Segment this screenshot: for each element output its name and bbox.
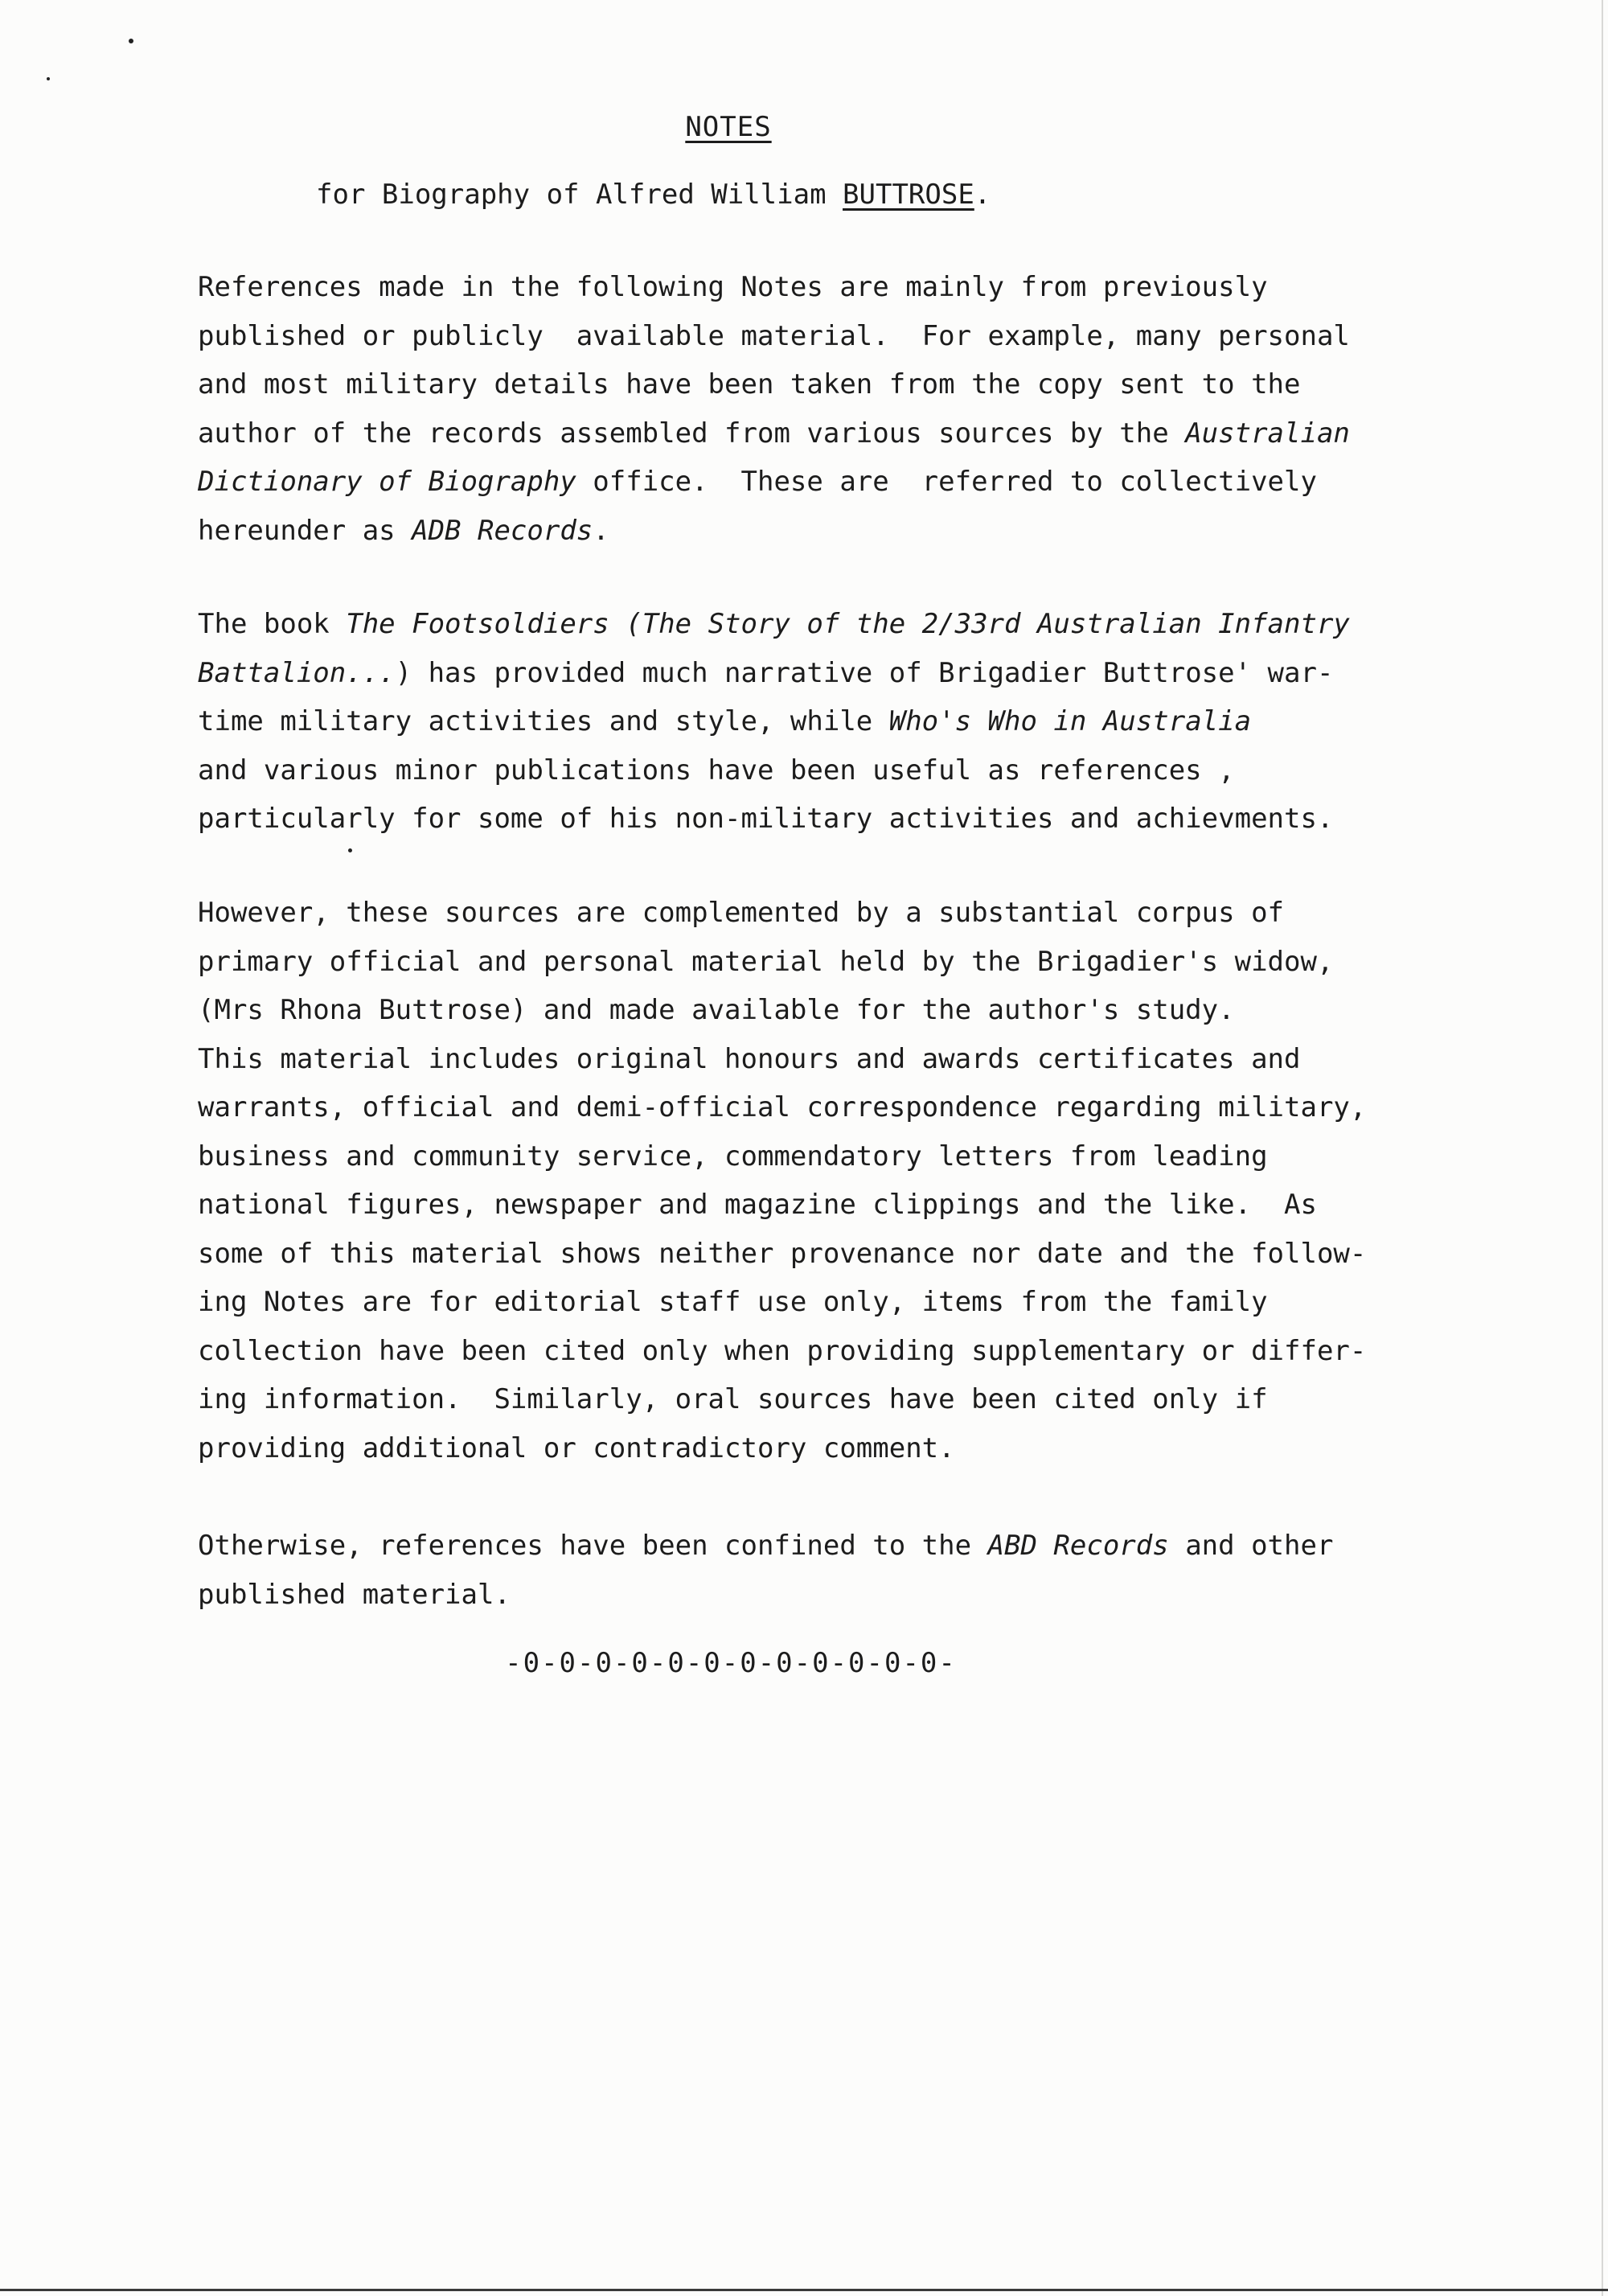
text-run: office. These are referred to collectively: [576, 466, 1317, 498]
text-run: .: [593, 514, 609, 547]
text-run: This material includes original honours and awards certificates and: [198, 1042, 1301, 1075]
text-run: business and community service, commendatory letters from leading: [198, 1140, 1268, 1173]
text-line: [198, 1278, 1366, 1327]
text-line: [198, 1424, 1366, 1473]
text-run: published or publicly available material. For example, many personal: [198, 319, 1350, 352]
text-run: some of this material shows neither provenance nor date and the follow-: [198, 1237, 1367, 1270]
subheading-prefix: for Biography of Alfred William: [316, 179, 843, 211]
text-line: [198, 600, 1350, 649]
text-run: hereunder as: [198, 514, 412, 547]
text-line: [198, 1571, 1333, 1620]
text-run: ing Notes are for editorial staff use only, items from the family: [198, 1286, 1268, 1318]
italic-run: Australian: [1185, 417, 1350, 450]
italic-run: Dictionary of Biography: [198, 466, 576, 498]
text-line: [198, 1522, 1333, 1571]
notes-heading: NOTES: [685, 111, 772, 143]
end-divider: -0-0-0-0-0-0-0-0-0-0-0-0-: [505, 1647, 957, 1679]
text-line: [198, 795, 1350, 844]
text-run: ing information. Similarly, oral sources have been cited only if: [198, 1383, 1268, 1415]
text-line: [198, 1035, 1366, 1084]
italic-run: Who's Who in Australia: [888, 705, 1252, 737]
text-line: [198, 986, 1366, 1035]
scan-speck: [129, 39, 133, 43]
text-line: [198, 409, 1350, 458]
text-line: [198, 360, 1350, 409]
text-run: time military activities and style, while: [198, 705, 889, 737]
text-run: providing additional or contradictory comment.: [198, 1431, 955, 1464]
text-run: national figures, newspaper and magazine clippings and the like. As: [198, 1189, 1317, 1221]
text-run: and various minor publications have been useful as references ,: [198, 754, 1235, 787]
text-line: [198, 507, 1350, 556]
text-run: warrants, official and demi-official correspondence regarding military,: [198, 1091, 1367, 1123]
text-run: The book: [198, 608, 347, 640]
text-line: [198, 458, 1350, 507]
text-run: References made in the following Notes are mainly from previously: [198, 271, 1268, 303]
scan-speck: [348, 848, 352, 852]
text-run: collection have been cited only when providing supplementary or differ-: [198, 1334, 1367, 1367]
text-run: published material.: [198, 1578, 511, 1611]
italic-run: ADB Records: [412, 514, 593, 547]
text-line: [198, 1132, 1366, 1181]
page-edge-bottom: [0, 2289, 1608, 2291]
paragraph-otherwise: [198, 1522, 1333, 1619]
italic-run: Battalion...: [198, 656, 396, 689]
text-line: [198, 1083, 1366, 1132]
text-run: particularly for some of his non-military activities and achievments.: [198, 803, 1334, 835]
subject-surname: BUTTROSE: [843, 179, 974, 211]
text-run: Otherwise, references have been confined to the: [198, 1530, 988, 1562]
text-run: author of the records assembled from various sources by the: [198, 417, 1186, 450]
text-line: [198, 649, 1350, 698]
text-run: ) has provided much narrative of Brigadier Buttrose' war-: [395, 656, 1334, 689]
text-line: [198, 1181, 1366, 1230]
biography-subheading: [316, 179, 991, 211]
text-line: [198, 697, 1350, 746]
paragraph-footsoldiers: [198, 600, 1350, 844]
text-run: (Mrs Rhona Buttrose) and made available for the author's study.: [198, 994, 1235, 1026]
text-line: [198, 938, 1366, 987]
text-line: [198, 1327, 1366, 1376]
italic-run: ABD Records: [987, 1530, 1169, 1562]
paragraph-primary-material: [198, 889, 1366, 1472]
text-line: [198, 312, 1350, 361]
subheading-suffix: .: [974, 179, 991, 211]
text-run: and other: [1168, 1530, 1334, 1562]
italic-run: The Footsoldiers (The Story of the 2/33rd Australian Infantry: [346, 608, 1350, 640]
page-edge-right: [1602, 0, 1603, 2296]
scan-speck: [47, 77, 50, 80]
text-line: [198, 746, 1350, 795]
text-line: [198, 1230, 1366, 1279]
text-line: [198, 263, 1350, 312]
paragraph-sources: [198, 263, 1350, 555]
text-run: However, these sources are complemented by a substantial corpus of: [198, 897, 1285, 929]
text-run: and most military details have been taken from the copy sent to the: [198, 368, 1301, 400]
text-line: [198, 1375, 1366, 1424]
text-line: [198, 889, 1366, 938]
text-run: primary official and personal material held by the Brigadier's widow,: [198, 945, 1334, 978]
